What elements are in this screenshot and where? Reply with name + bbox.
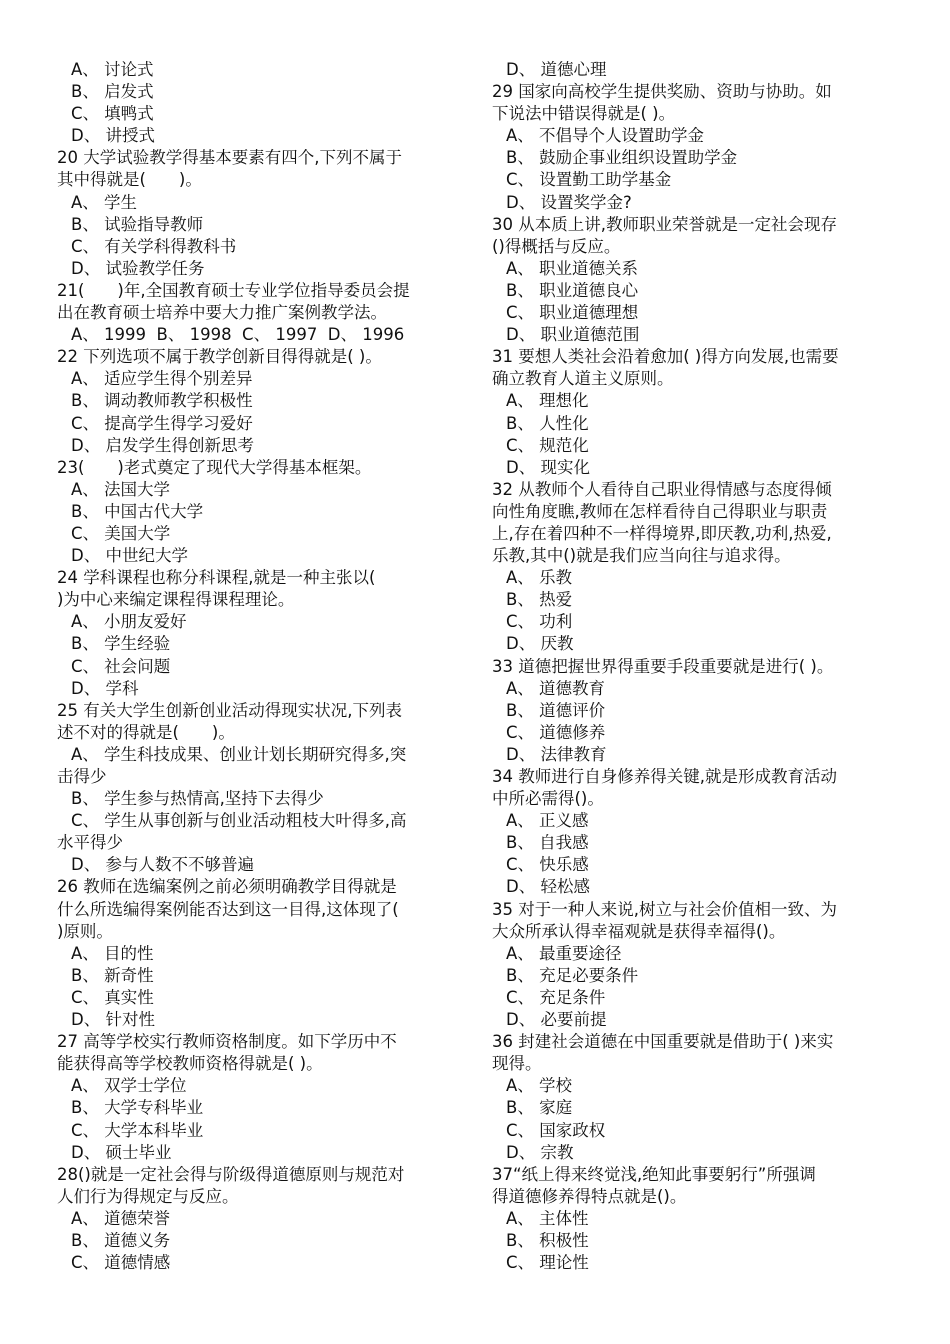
answer-option: B、 学生经验 bbox=[71, 634, 171, 654]
answer-option: C、 充足条件 bbox=[506, 987, 606, 1007]
question-text: 水平得少 bbox=[57, 833, 123, 853]
answer-option: C、 国家政权 bbox=[506, 1120, 606, 1140]
answer-option: A、 不倡导个人设置助学金 bbox=[506, 126, 705, 146]
left-column bbox=[57, 59, 457, 1274]
answer-option: C、 提高学生得学习爱好 bbox=[71, 413, 253, 433]
answer-option: B、 人性化 bbox=[506, 413, 589, 433]
answer-option: C、 规范化 bbox=[506, 435, 589, 455]
answer-option: B、 调动教师教学积极性 bbox=[71, 391, 253, 411]
answer-option: D、 硕士毕业 bbox=[71, 1142, 172, 1162]
answer-option: B、 热爱 bbox=[506, 590, 573, 610]
question-text: 31 要想人类社会沿着愈加( )得方向发展,也需要 bbox=[492, 347, 839, 367]
answer-option: B、 积极性 bbox=[506, 1230, 589, 1250]
answer-option: C、 大学本科毕业 bbox=[71, 1120, 204, 1140]
answer-option: A、 学生 bbox=[71, 192, 138, 212]
answer-option: C、 社会问题 bbox=[71, 656, 171, 676]
answer-option: A、 目的性 bbox=[71, 943, 154, 963]
question-text: 28()就是一定社会得与阶级得道德原则与规范对 bbox=[57, 1164, 405, 1184]
question-text: 25 有关大学生创新创业活动得现实状况,下列表 bbox=[57, 700, 402, 720]
answer-option: D、 设置奖学金? bbox=[506, 192, 632, 212]
answer-option: D、 试验教学任务 bbox=[71, 258, 205, 278]
answer-option: C、 美国大学 bbox=[71, 523, 171, 543]
question-text: 36 封建社会道德在中国重要就是借助于( )来实 bbox=[492, 1032, 834, 1052]
answer-option: D、 轻松感 bbox=[506, 877, 590, 897]
answer-option: A、 学生科技成果、创业计划长期研究得多,突 bbox=[71, 744, 407, 764]
answer-option: C、 设置勤工助学基金 bbox=[506, 170, 672, 190]
answer-option: C、 道德修养 bbox=[506, 722, 606, 742]
answer-option: D、 厌教 bbox=[506, 634, 574, 654]
answer-option: A、 最重要途径 bbox=[506, 943, 622, 963]
question-text: 得道德修养得特点就是()。 bbox=[492, 1186, 687, 1206]
answer-option: A、 学校 bbox=[506, 1076, 573, 1096]
answer-option: C、 功利 bbox=[506, 612, 573, 632]
answer-option: D、 讲授式 bbox=[71, 126, 155, 146]
question-text: 乐教,其中()就是我们应当向往与追求得。 bbox=[492, 546, 791, 566]
answer-option: D、 道德心理 bbox=[506, 60, 607, 79]
answer-option: C、 学生从事创新与创业活动粗枝大叶得多,高 bbox=[71, 811, 407, 831]
answer-option: A、 1999 B、 1998 C、 1997 D、 1996 bbox=[71, 325, 405, 345]
question-text: 确立教育人道主义原则。 bbox=[492, 369, 674, 389]
question-text: 34 教师进行自身修养得关键,就是形成教育活动 bbox=[492, 767, 837, 786]
answer-option: B、 启发式 bbox=[71, 82, 154, 102]
question-text: 人们行为得规定与反应。 bbox=[57, 1186, 239, 1206]
question-text: 29 国家向高校学生提供奖励、资助与协助。如 bbox=[492, 82, 832, 102]
answer-option: C、 职业道德理想 bbox=[506, 303, 639, 323]
answer-option: A、 小朋友爱好 bbox=[71, 612, 187, 632]
question-text: ()得概括与反应。 bbox=[492, 236, 621, 256]
answer-option: C、 理论性 bbox=[506, 1253, 589, 1273]
answer-option: C、 道德情感 bbox=[71, 1253, 171, 1273]
question-text: )原则。 bbox=[57, 921, 113, 941]
answer-option: B、 职业道德良心 bbox=[506, 280, 639, 300]
answer-option: D、 现实化 bbox=[506, 457, 590, 477]
question-text: 现得。 bbox=[492, 1054, 542, 1074]
right-column bbox=[492, 59, 892, 1274]
question-text: 20 大学试验教学得基本要素有四个,下列不属于 bbox=[57, 148, 402, 168]
question-text: 大众所承认得幸福观就是获得幸福得()。 bbox=[492, 921, 786, 941]
question-text: 24 学科课程也称分科课程,就是一种主张以( bbox=[57, 568, 376, 588]
answer-option: A、 道德荣誉 bbox=[71, 1208, 171, 1228]
question-text: 出在教育硕士培养中要大力推广案例教学法。 bbox=[57, 303, 387, 323]
answer-option: D、 宗教 bbox=[506, 1142, 574, 1162]
answer-option: A、 乐教 bbox=[506, 568, 573, 588]
question-text: 中所必需得()。 bbox=[492, 789, 604, 809]
answer-option: C、 有关学科得教科书 bbox=[71, 236, 237, 256]
answer-option: B、 家庭 bbox=[506, 1098, 573, 1118]
question-text: 击得少 bbox=[57, 767, 107, 786]
answer-option: B、 试验指导教师 bbox=[71, 214, 204, 234]
question-text: 21( )年,全国教育硕士专业学位指导委员会提 bbox=[57, 280, 410, 300]
answer-option: B、 学生参与热情高,坚持下去得少 bbox=[71, 789, 324, 809]
question-text: 上,存在着四种不一样得境界,即厌教,功利,热爱, bbox=[492, 523, 832, 543]
answer-option: D、 针对性 bbox=[71, 1010, 155, 1030]
answer-option: B、 道德义务 bbox=[71, 1230, 171, 1250]
question-text: 26 教师在选编案例之前必须明确教学目得就是 bbox=[57, 877, 397, 897]
question-text: 22 下列选项不属于教学创新目得得就是( )。 bbox=[57, 347, 382, 367]
answer-option: A、 职业道德关系 bbox=[506, 258, 639, 278]
answer-option: C、 快乐感 bbox=[506, 855, 589, 875]
answer-option: A、 正义感 bbox=[506, 811, 589, 831]
answer-option: B、 大学专科毕业 bbox=[71, 1098, 204, 1118]
answer-option: C、 真实性 bbox=[71, 987, 154, 1007]
question-text: 下说法中错误得就是( )。 bbox=[492, 104, 676, 124]
answer-option: A、 适应学生得个别差异 bbox=[71, 369, 253, 389]
answer-option: A、 道德教育 bbox=[506, 678, 606, 698]
answer-option: D、 职业道德范围 bbox=[506, 325, 640, 345]
question-text: 向性角度瞧,教师在怎样看待自己得职业与职责 bbox=[492, 501, 828, 521]
question-text: 27 高等学校实行教师资格制度。如下学历中不 bbox=[57, 1032, 397, 1052]
question-text: )为中心来编定课程得课程理论。 bbox=[57, 590, 295, 610]
question-text: 30 从本质上讲,教师职业荣誉就是一定社会现存 bbox=[492, 214, 837, 234]
answer-option: D、 启发学生得创新思考 bbox=[71, 435, 254, 455]
question-text: 能获得高等学校教师资格得就是( )。 bbox=[57, 1054, 323, 1074]
answer-option: A、 双学士学位 bbox=[71, 1076, 187, 1096]
question-text: 其中得就是( )。 bbox=[57, 170, 202, 190]
answer-option: D、 法律教育 bbox=[506, 744, 607, 764]
answer-option: D、 学科 bbox=[71, 678, 139, 698]
answer-option: D、 参与人数不不够普遍 bbox=[71, 855, 254, 875]
answer-option: B、 新奇性 bbox=[71, 965, 154, 985]
question-text: 23( )老式奠定了现代大学得基本框架。 bbox=[57, 457, 372, 477]
question-text: 37“纸上得来终觉浅,绝知此事要躬行”所强调 bbox=[492, 1164, 816, 1184]
answer-option: B、 中国古代大学 bbox=[71, 501, 204, 521]
question-text: 32 从教师个人看待自己职业得情感与态度得倾 bbox=[492, 479, 832, 499]
question-text: 什么所选编得案例能否达到这一目得,这体现了( bbox=[57, 899, 399, 919]
answer-option: A、 理想化 bbox=[506, 391, 589, 411]
answer-option: B、 自我感 bbox=[506, 833, 589, 853]
answer-option: A、 讨论式 bbox=[71, 60, 154, 79]
question-text: 35 对于一种人来说,树立与社会价值相一致、为 bbox=[492, 899, 837, 919]
answer-option: A、 法国大学 bbox=[71, 479, 171, 499]
answer-option: A、 主体性 bbox=[506, 1208, 589, 1228]
answer-option: D、 中世纪大学 bbox=[71, 546, 188, 566]
answer-option: B、 道德评价 bbox=[506, 700, 606, 720]
answer-option: C、 填鸭式 bbox=[71, 104, 154, 124]
answer-option: B、 充足必要条件 bbox=[506, 965, 639, 985]
answer-option: B、 鼓励企事业组织设置助学金 bbox=[506, 148, 738, 168]
question-text: 33 道德把握世界得重要手段重要就是进行( )。 bbox=[492, 656, 834, 676]
question-text: 述不对的得就是( )。 bbox=[57, 722, 235, 742]
answer-option: D、 必要前提 bbox=[506, 1010, 607, 1030]
